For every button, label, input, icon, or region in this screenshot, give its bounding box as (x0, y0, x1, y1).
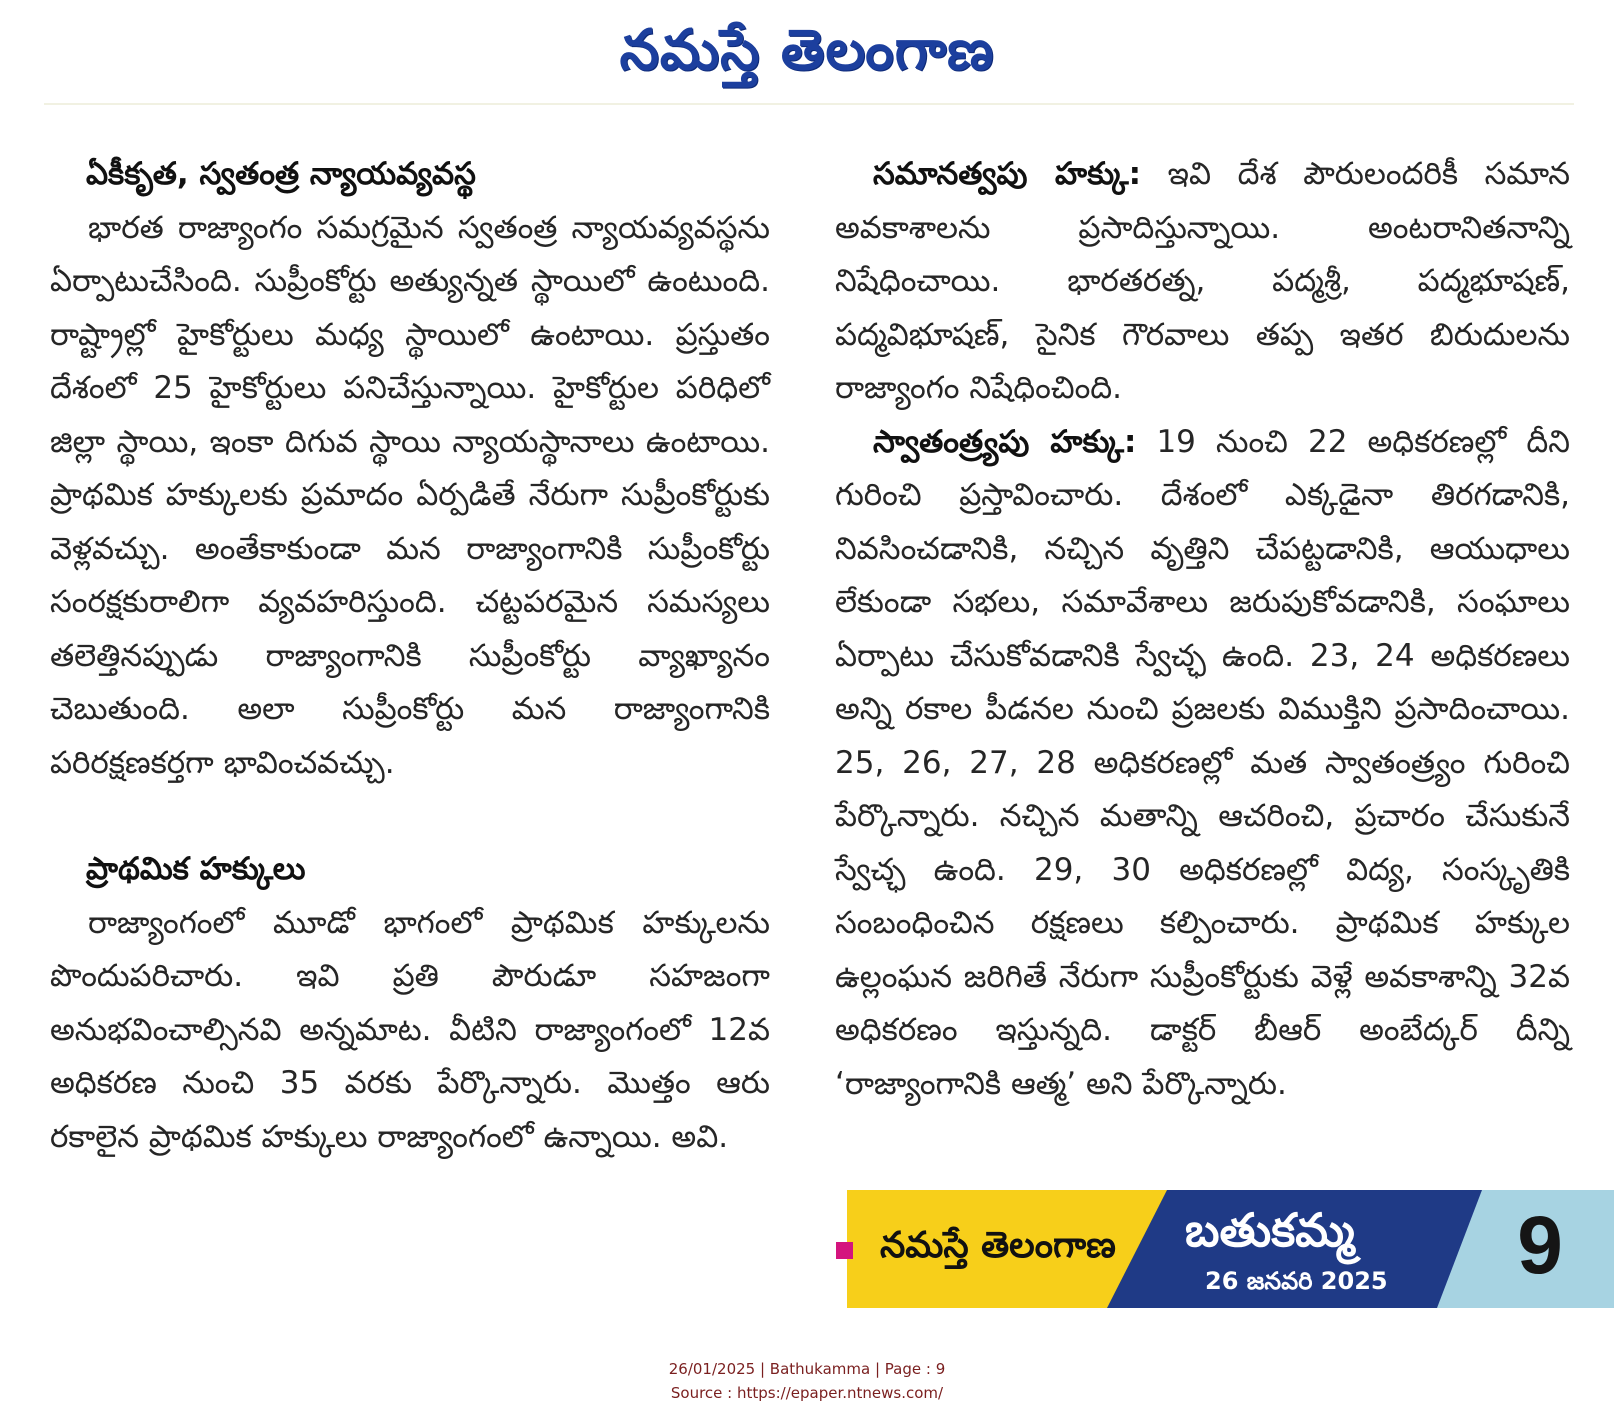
masthead (0, 10, 1614, 90)
masthead-divider (44, 103, 1574, 105)
section-title: బతుకమ్మ (1185, 1203, 1355, 1257)
paragraph-right-to-equality (835, 148, 1570, 416)
paragraph-fundamental-rights: రాజ్యాంగంలో మూడో భాగంలో ప్రాథమిక హక్కులను పొందుపరిచారు. ఇవి ప్రతి పౌరుడూ సహజంగా అనుభవించాల్సినవి అన్నమాట. వీటిని రాజ్యాంగంలో 12వ అధికరణ నుంచి 35 వరకు పేర్కొన్నారు. మొత్తం ఆరు రకాలైన ప్రాథమిక హక్కులు రాజ్యాంగంలో ఉన్నాయి. అవి. (50, 904, 770, 1155)
lead-right-to-freedom: స్వాతంత్ర్యపు హక్కు: (873, 423, 1137, 460)
section-heading-judiciary: ఏకీకృత, స్వతంత్ర న్యాయవ్యవస్థ (86, 156, 476, 192)
section-heading-fundamental-rights: ప్రాథమిక హక్కులు (86, 851, 306, 887)
right-column (835, 148, 1570, 1111)
lead-right-to-equality: సమానత్వపు హక్కు: (873, 156, 1142, 192)
meta-issue-line: 26/01/2025 | Bathukamma | Page : 9 (668, 1360, 946, 1378)
left-column (50, 148, 770, 1164)
meta-source-line: Source : https://epaper.ntnews.com/ (670, 1384, 944, 1402)
masthead-logo: నమస్తే తెలంగాణ (619, 17, 995, 83)
page-number: 9 (1517, 1200, 1563, 1291)
issue-date: 26 జనవరి 2025 (1205, 1267, 1388, 1295)
paragraph-judiciary: భారత రాజ్యాంగం సమగ్రమైన స్వతంత్ర న్యాయవ్యవస్థను ఏర్పాటుచేసింది. సుప్రీంకోర్టు అత్యున్నత స్థాయిలో ఉంటుంది. రాష్ట్రాల్లో హైకోర్టులు మధ్య స్థాయిలో ఉంటాయి. ప్రస్తుతం దేశంలో 25 హైకోర్టులు పనిచేస్తున్నాయి. హైకోర్టుల పరిధిలో జిల్లా స్థాయి, ఇంకా దిగువ స్థాయి న్యాయస్థానాలు ఉంటాయి. ప్రాథమిక హక్కులకు ప్రమాదం ఏర్పడితే నేరుగా సుప్రీంకోర్టుకు వెళ్లవచ్చు. అంతేకాకుండా మన రాజ్యాంగానికి సుప్రీంకోర్టు సంరక్షకురాలిగా వ్యవహరిస్తుంది. చట్టపరమైన సమస్యలు తలెత్తినప్పుడు రాజ్యాంగానికి సుప్రీంకోర్టు వ్యాఖ్యానం చెబుతుంది. అలా సుప్రీంకోర్టు మన రాజ్యాంగానికి పరిరక్షణకర్తగా భావించవచ్చు. (50, 209, 770, 781)
body-right-to-freedom: 19 నుంచి 22 అధికరణల్లో దీని గురించి ప్రస్తావించారు. దేశంలో ఎక్కడైనా తిరగడానికి, నివసించడానికి, నచ్చిన వృత్తిని చేపట్టడానికి, ఆయుధాలు లేకుండా సభలు, సమావేశాలు జరుపుకోవడానికి, సంఘాలు ఏర్పాటు చేసుకోవడానికి స్వేచ్ఛ ఉంది. 23, 24 అధికరణలు అన్ని రకాల పీడనల నుంచి ప్రజలకు విముక్తిని ప్రసాదించాయి. 25, 26, 27, 28 అధికరణల్లో మత స్వాతంత్ర్యం గురించి పేర్కొన్నారు. నచ్చిన మతాన్ని ఆచరించి, ప్రచారం చేసుకునే స్వేచ్ఛ ఉంది. 29, 30 అధికరణల్లో విద్య, సంస్కృతికి సంబంధించిన రక్షణలు కల్పించారు. ప్రాథమిక హక్కుల ఉల్లంఘన జరిగితే నేరుగా సుప్రీంకోర్టుకు వెళ్లే అవకాశాన్ని 32వ అధికరణం ఇస్తున్నది. డాక్టర్ బీఆర్ అంబేద్కర్ దీన్ని ‘రాజ్యాంగానికి ఆత్మ’ అని పేర్కొన్నారు. (835, 423, 1570, 1102)
pink-square-marker (836, 1242, 853, 1259)
paragraph-right-to-freedom (835, 416, 1570, 1112)
footer-logo: నమస్తే తెలంగాణ (880, 1224, 1116, 1266)
body-right-to-equality: ఇవి దేశ పౌరులందరికీ సమాన అవకాశాలను ప్రసాదిస్తున్నాయి. అంటరానితనాన్ని నిషేధించాయి. భారతరత్న, పద్మశ్రీ, పద్మభూషణ్, పద్మవిభూషణ్, సైనిక గౌరవాలు తప్ప ఇతర బిరుదులను రాజ్యాంగం నిషేధించింది. (835, 156, 1570, 406)
